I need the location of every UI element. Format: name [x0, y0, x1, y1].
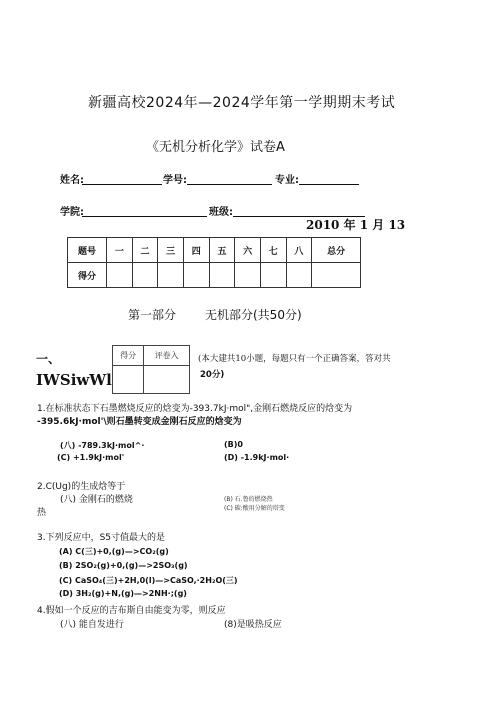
- question-1-option-c[interactable]: (C) +1.9kJ·mol': [57, 453, 125, 462]
- grader-name-cell[interactable]: [144, 366, 190, 394]
- score-cell[interactable]: [107, 263, 133, 288]
- question-2-option-c[interactable]: (C) 碳:酸用分解的塔变: [224, 505, 285, 512]
- question-4-option-a[interactable]: (八) 能自发进行: [60, 620, 124, 630]
- part-title: 无机部分(共50分): [205, 308, 302, 322]
- question-2-option-a-cont: 热: [37, 508, 47, 518]
- score-col-4: 四: [183, 238, 209, 263]
- grader-table: [112, 345, 190, 394]
- question-3-text: 3.下列反应中，S5寸值最大的是: [37, 533, 166, 543]
- part-label: 第一部分: [128, 308, 177, 322]
- grader-score-cell[interactable]: [113, 366, 144, 394]
- student-id-field[interactable]: [187, 184, 272, 185]
- question-4-option-b[interactable]: (8)是吸热反应: [224, 620, 282, 630]
- college-field[interactable]: [82, 216, 207, 217]
- score-col-2: 二: [132, 238, 158, 263]
- score-col-3: 三: [158, 238, 184, 263]
- score-col-1: 一: [107, 238, 133, 263]
- question-3-option-d[interactable]: (D) 3H₂(g)+N,(g)—>2NH·;(g): [59, 589, 187, 598]
- section-instructions: (本大建共10小题，每题只有一个正确答案，答对共: [198, 354, 391, 364]
- score-cell[interactable]: [209, 263, 235, 288]
- score-cell[interactable]: [183, 263, 209, 288]
- question-2-option-b[interactable]: (B) 石.鲁的燃烧热: [224, 496, 273, 503]
- major-label: 专业:: [275, 175, 299, 186]
- question-3-option-b[interactable]: (B) 2SO₂(g)+0,(g)—>2SO₃(g): [59, 561, 188, 570]
- question-1-option-a[interactable]: (八) -789.3kJ·mol^·: [60, 441, 145, 450]
- score-cell[interactable]: [286, 263, 312, 288]
- section-instructions-cont: 20分): [200, 370, 225, 380]
- name-label: 姓名:: [60, 175, 84, 186]
- name-field[interactable]: [82, 184, 162, 185]
- cutoff-line-fragment: [58, 630, 288, 633]
- question-1-option-b[interactable]: (B)0: [224, 440, 243, 449]
- score-cell[interactable]: [260, 263, 286, 288]
- score-cell[interactable]: [235, 263, 261, 288]
- score-cell[interactable]: [312, 263, 361, 288]
- score-table: [67, 237, 361, 288]
- question-3-option-a[interactable]: (A) C(三)+0,(g)—>CO₂(g): [59, 547, 169, 556]
- score-header-label: 题号: [68, 238, 107, 263]
- exam-subtitle: 《无机分析化学》试卷A: [146, 140, 285, 155]
- section-garbled-title: IWSiwWl: [36, 371, 112, 389]
- score-cell[interactable]: [158, 263, 184, 288]
- question-1-option-d[interactable]: (D) -1.9kJ·mol·: [224, 453, 290, 462]
- grader-score-header: 得分: [113, 346, 144, 366]
- score-col-6: 六: [235, 238, 261, 263]
- grader-name-header: 评卷入: [144, 346, 190, 366]
- question-1-text: 1.在标准状态下石墨燃烧反应的焓变为-393.7kJ·mol",金刚石燃烧反应的焓变为: [37, 404, 353, 414]
- score-row-label: 得分: [68, 263, 107, 288]
- student-id-label: 学号:: [163, 175, 187, 186]
- college-label: 学院:: [60, 207, 84, 218]
- score-col-7: 七: [260, 238, 286, 263]
- exam-date: 2010 年 1 月 13: [306, 218, 406, 232]
- question-2-option-a[interactable]: (八) 金刚石的燃烧: [60, 495, 133, 505]
- question-4-text: 4.假如一个反应的吉布斯自由能变为零，则反应: [37, 606, 226, 616]
- section-number: 一、: [36, 352, 61, 366]
- score-col-8: 八: [286, 238, 312, 263]
- major-field[interactable]: [299, 184, 359, 185]
- exam-title: 新疆高校2024年—2024学年第一学期期末考试: [88, 95, 396, 111]
- question-3-option-c[interactable]: (C) CaSO₄(三)+2H,0(l)—>CaSO,·2H₂O(三): [59, 576, 238, 585]
- score-col-total: 总分: [312, 238, 361, 263]
- class-label: 班级:: [209, 207, 233, 218]
- question-2-text: 2.C(Ug)的生成焓等于: [37, 482, 126, 492]
- score-cell[interactable]: [132, 263, 158, 288]
- question-1-text-cont: -395.6kJ·mol'\则石墨转变成金刚石反应的焓变为: [37, 417, 242, 427]
- score-col-5: 五: [209, 238, 235, 263]
